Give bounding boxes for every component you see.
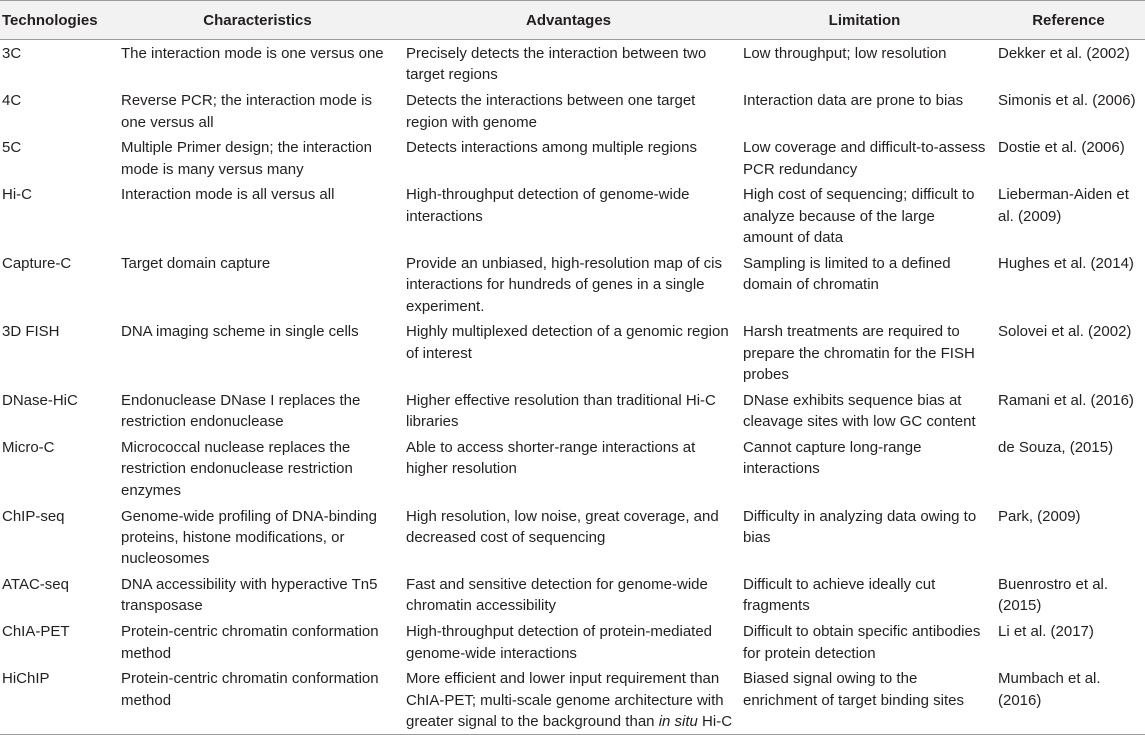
cell-advantages: High-throughput detection of protein-mediated genome-wide interactions [406, 623, 713, 662]
cell-characteristics: Target domain capture [121, 254, 271, 272]
cell-advantages: Detects interactions among multiple regions [406, 139, 697, 157]
cell-technology: 3C [2, 45, 22, 62]
cell-reference: Ramani et al. (2016) [998, 391, 1134, 409]
cell-reference: Buenrostro et al. (2015) [998, 576, 1109, 615]
cell-reference: Lieberman-Aiden et al. (2009) [998, 186, 1129, 225]
table-header [0, 1, 1145, 40]
cell-limitation: Cannot capture long-range interactions [743, 438, 922, 478]
cell-technology: 5C [2, 139, 22, 157]
advantages-italic-text: in situ [658, 713, 698, 731]
table-row [0, 571, 1145, 618]
advantages-tail-text: Hi-C [702, 713, 733, 731]
table-body [0, 40, 1145, 735]
table-row [0, 618, 1145, 665]
table-row [0, 503, 1145, 572]
cell-limitation: Difficult to achieve ideally cut fragments [743, 576, 936, 615]
cell-technology: 3D FISH [2, 323, 60, 341]
cell-limitation: Difficult to obtain specific antibodies for protein detection [743, 623, 981, 662]
cell-advantages [400, 665, 737, 734]
cell-reference: Mumbach et al. (2016) [998, 670, 1101, 709]
cell-advantages: Highly multiplexed detection of a genomic region of interest [406, 323, 729, 362]
cell-limitation: Low coverage and difficult-to-assess PCR redundancy [743, 139, 986, 178]
cell-advantages: Higher effective resolution than traditional Hi-C libraries [406, 391, 716, 431]
cell-advantages: Provide an unbiased, high-resolution map of cis interactions for hundreds of genes in a single experiment. [406, 254, 723, 315]
cell-technology: ChIP-seq [2, 507, 65, 525]
cell-limitation: DNase exhibits sequence bias at cleavage sites with low GC content [743, 391, 976, 431]
header-advantages: Advantages [525, 11, 612, 29]
cell-reference: Hughes et al. (2014) [998, 254, 1134, 272]
cell-limitation: Interaction data are prone to bias [743, 92, 964, 110]
cell-advantages: Able to access shorter-range interactions at higher resolution [406, 438, 696, 478]
cell-technology: Hi-C [2, 186, 32, 204]
cell-characteristics: Interaction mode is all versus all [121, 186, 335, 204]
cell-characteristics: DNA imaging scheme in single cells [121, 323, 359, 341]
table-row [0, 250, 1145, 319]
cell-characteristics: Micrococcal nuclease replaces the restriction endonuclease restriction enzymes [121, 438, 353, 499]
table-row [0, 40, 1145, 88]
cell-limitation: Difficulty in analyzing data owing to bias [743, 507, 977, 546]
cell-reference: Park, (2009) [998, 507, 1081, 525]
table-row [0, 87, 1145, 134]
header-row [0, 1, 1145, 40]
cell-technology: Micro-C [2, 438, 55, 456]
cell-technology: HiChIP [2, 670, 50, 688]
cell-technology: Capture-C [2, 254, 72, 272]
header-characteristics: Characteristics [203, 11, 312, 29]
cell-technology: ATAC-seq [2, 576, 69, 594]
header-reference: Reference [1032, 11, 1105, 29]
cell-advantages: Precisely detects the interaction between two target regions [406, 45, 707, 84]
cell-reference: Dekker et al. (2002) [998, 45, 1130, 62]
table-row [0, 387, 1145, 434]
cell-reference: Dostie et al. (2006) [998, 139, 1125, 157]
table-row [0, 434, 1145, 503]
cell-limitation: Harsh treatments are required to prepare the chromatin for the FISH probes [743, 323, 975, 384]
table-row [0, 318, 1145, 387]
table-row [0, 181, 1145, 250]
cell-advantages: Detects the interactions between one target region with genome [406, 92, 696, 131]
cell-characteristics: Genome-wide profiling of DNA-binding proteins, histone modifications, or nucleosomes [121, 507, 377, 568]
table-row [0, 665, 1145, 734]
cell-technology: 4C [2, 92, 22, 110]
cell-reference: de Souza, (2015) [998, 438, 1114, 456]
cell-limitation: Low throughput; low resolution [743, 45, 947, 62]
cell-characteristics: Multiple Primer design; the interaction mode is many versus many [121, 139, 372, 178]
cell-advantages: Fast and sensitive detection for genome-wide chromatin accessibility [406, 576, 708, 615]
cell-limitation: High cost of sequencing; difficult to analyze because of the large amount of data [743, 186, 975, 247]
cell-characteristics: Endonuclease DNase I replaces the restriction endonuclease [121, 391, 361, 431]
cell-technology: DNase-HiC [2, 391, 78, 409]
advantages-text: More efficient and lower input requirement than ChIA-PET; multi-scale genome architecture with greater signal to the background than [406, 670, 724, 731]
cell-characteristics: Protein-centric chromatin conformation method [121, 670, 379, 709]
cell-limitation: Biased signal owing to the enrichment of target binding sites [743, 670, 964, 709]
cell-reference: Simonis et al. (2006) [998, 92, 1136, 110]
cell-technology: ChIA-PET [2, 623, 70, 641]
cell-reference: Li et al. (2017) [998, 623, 1094, 641]
cell-advantages: High-throughput detection of genome-wide interactions [406, 186, 690, 225]
cell-reference: Solovei et al. (2002) [998, 323, 1132, 341]
cell-characteristics: DNA accessibility with hyperactive Tn5 transposase [121, 576, 378, 615]
table-row [0, 134, 1145, 181]
cell-characteristics: Reverse PCR; the interaction mode is one versus all [121, 92, 372, 131]
cell-characteristics: Protein-centric chromatin conformation method [121, 623, 379, 662]
cell-characteristics: The interaction mode is one versus one [121, 45, 384, 62]
cell-advantages: High resolution, low noise, great coverage, and decreased cost of sequencing [406, 507, 719, 546]
header-limitation: Limitation [828, 11, 901, 29]
header-technologies: Technologies [2, 11, 98, 29]
cell-limitation: Sampling is limited to a defined domain of chromatin [743, 254, 951, 294]
